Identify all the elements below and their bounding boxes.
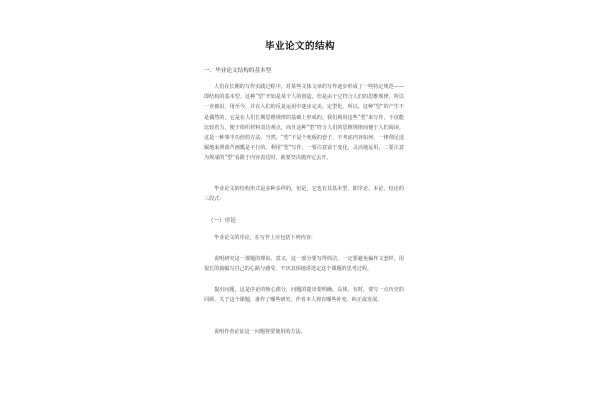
paragraph: 提出问题，这是序论的核心部分，问题的提出要明确、具体，有时，要写一点历史的回顾，关于这个课题，谁作了哪些研究，作者本人将有哪些补充、纠正或发展。 [204, 287, 404, 304]
paragraph: 毕业论文的序论，在写作上应包括下列内容： [214, 235, 316, 241]
subsection-heading: （一）序论 [208, 218, 236, 224]
page-title: 毕业论文的结构 [264, 41, 335, 52]
section-heading: 一、毕业论文结构的基本型 [204, 68, 272, 74]
paragraph: 说明作者论证这一问题将要使用的方法。 [214, 329, 306, 335]
paragraph: 说明研究这一课题的理由、意义，这一部分要写得简洁，一定要避免偏作文套样，用很长的篇幅写自己的心路与感受，不厌其烦地讲选定这个课题的思考过程。 [204, 256, 404, 273]
paragraph: 毕业论文的结构形式是多种多样的，但是，它也有其基本型，即序论、本论、结论的三段式： [204, 186, 404, 203]
paragraph: 人们在长期的写作实践过程中，对某些文体文章的写作逐步形成了一些特定规范——即结构的基本型。这种“型”开始是某个人的创造，但是由于它符合人们的思维规律，所以一直被沿，用至今，并在人们的反复运用中逐步完美、定型化。所以，这种“型”的产生不是偶然的，它是在人们长期思维规律的基础上形成的。我们利用这些“型”来写作，不仅能比较省力，便于组织材料表达观点，而且这种“型”符合人们的思维规律而便于人们阅读。这是一种事半功倍的方法。当然，“型”不是个死板的套子，不考虑内容如何，一律削足适履地来照葫芦画瓢是不行的。利用“型”写作，一要注意富于变化，灵活地运用，二要注意为规成的“型”看限于内容表达时，就要坚决抛弃它丢开。 [204, 84, 404, 162]
document-page [178, 0, 422, 400]
